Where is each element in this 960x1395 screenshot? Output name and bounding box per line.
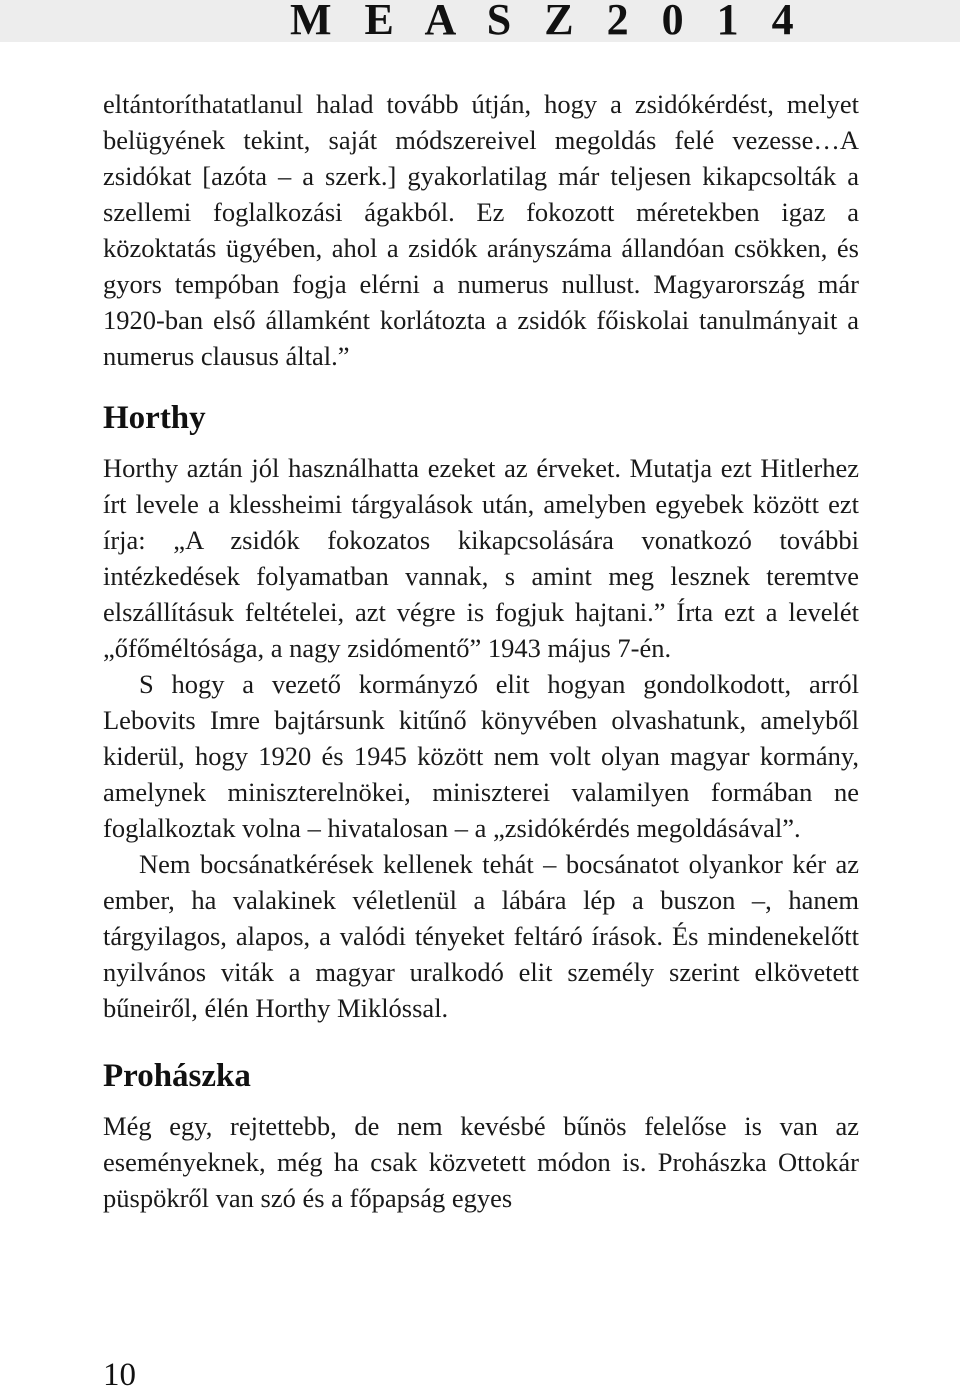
paragraph-prohaszka: Még egy, rejtettebb, de nem kevésbé bűnös felelőse is van az eseményeknek, még ha csak közvetett módon is. Prohászka Ottokár püspökről van szó és a főpapság egyes [103, 1111, 859, 1213]
paragraph-governing-elite: S hogy a vezető kormányzó elit hogyan gondolkodott, arról Lebovits Imre bajtársunk kitűnő könyvében olvashatunk, amelyből kiderül, hogy 1920 és 1945 között nem volt olyan magyar kormány, amelynek miniszterelnökei, miniszterei valamilyen formában ne foglalkoztak volna – hivatalosan – a „zsidókérdés megoldásával”. [103, 669, 859, 843]
paragraph-horthy-letter: Horthy aztán jól használhatta ezeket az érveket. Mutatja ezt Hitlerhez írt levele a klessheimi tárgyalások után, amelyben egyebek között ezt írja: „A zsidók fokozatos kikapcsolására vonatkozó további intézkedések folyamatban vannak, s amint meg lesznek teremtve elszállításuk feltételei, azt végre is fogjuk hajtani.” Írta ezt a levelét „őfőméltósága, a nagy zsidómentő” 1943 május 7-én. [103, 453, 859, 663]
section-heading-horthy: Horthy [103, 400, 206, 436]
paragraph-apologies: Nem bocsánatkérések kellenek tehát – bocsánatot olyankor kér az ember, ha valakinek véletlenül a lábára lép a buszon –, hanem tárgyilagos, alapos, a valódi tényeket feltáró írások. És mindenekelőtt nyilvános viták a magyar uralkodó elit személy szerint elkövetett bűneiről, élén Horthy Miklóssal. [103, 849, 859, 1023]
article-body [103, 86, 859, 1216]
running-header-title: M E A S Z 2 0 1 4 [290, 0, 805, 44]
paragraph-quote-continuation: eltántoríthatatlanul halad tovább útján, hogy a zsidókérdést, melyet belügyének tekint, saját módszereivel megoldás felé vezesse…A zsidókat [azóta – a szerk.] gyakorlatilag már teljesen kikapcsolták a szellemi foglalkozási ágakból. Ez fokozott méretekben igaz a közoktatás ügyében, ahol a zsidók arányszáma állandóan csökken, és gyors tempóban fogja elérni a numerus nullust. Magyarország már 1920-ban első államként korlátozta a zsidók főiskolai tanulmányait a numerus clausus által.” [103, 89, 859, 371]
section-heading-prohaszka: Prohászka [103, 1058, 251, 1094]
page-number: 10 [103, 1357, 136, 1393]
header-band [0, 0, 960, 42]
